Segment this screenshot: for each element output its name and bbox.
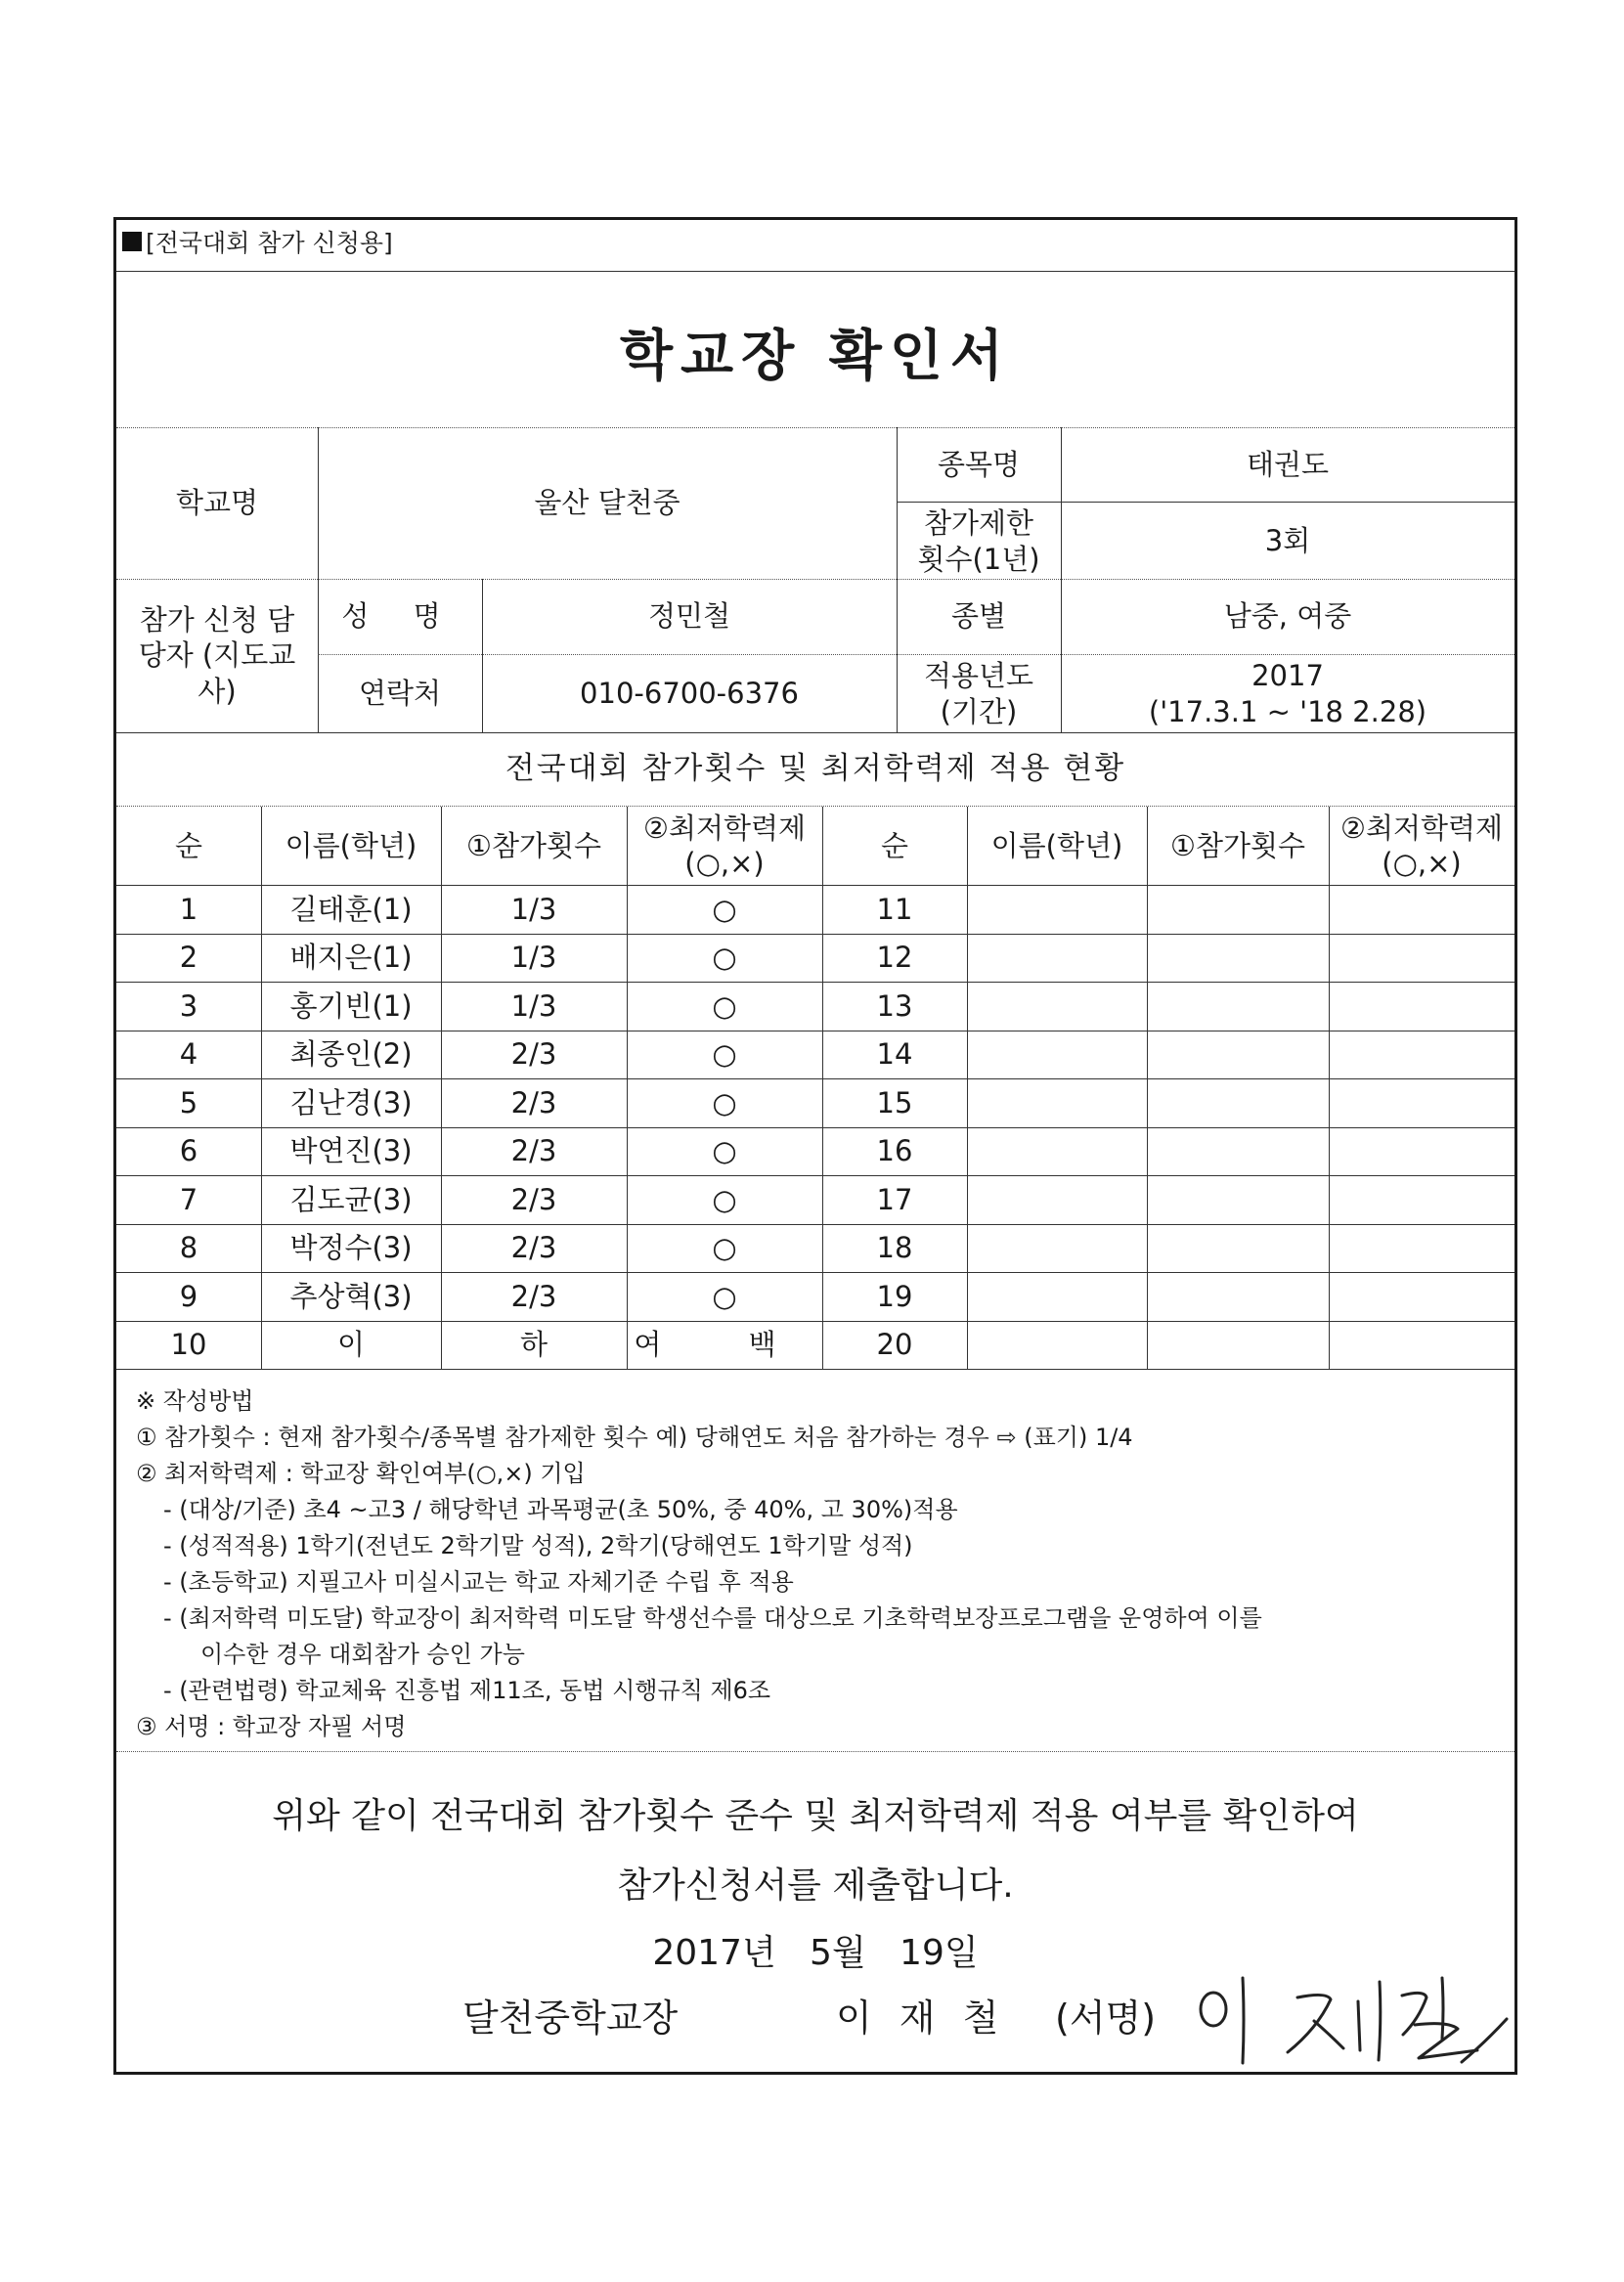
table-header-cell: ①참가횟수 [1169, 828, 1306, 862]
table-cell: ○ [712, 1279, 737, 1313]
note-subitem: - (대상/기준) 초4 ~고3 / 해당학년 과목평균(초 50%, 중 40%, 고 30%)적용 [163, 1496, 958, 1523]
table-cell: 7 [179, 1182, 198, 1216]
table-cell: 2/3 [510, 1085, 557, 1119]
table-cell: 1 [179, 892, 198, 926]
table-cell: 2 [179, 941, 198, 975]
sign-label: (서명) [1055, 1997, 1157, 2040]
table-cell: 13 [876, 988, 913, 1023]
table-cell: ○ [712, 1085, 737, 1119]
table-cell: 19 [876, 1279, 913, 1313]
name-label: 성 명 [341, 599, 459, 634]
table-cell: 2/3 [510, 1231, 557, 1265]
table-cell: 15 [876, 1085, 913, 1119]
form-tag: [전국대회 참가 신청용] [122, 224, 393, 259]
table-cell: 4 [179, 1037, 198, 1072]
gender-label: 종별 [950, 599, 1007, 634]
note-subitem: - (관련법령) 학교체육 진흥법 제11조, 동법 시행규칙 제6조 [163, 1677, 771, 1704]
note-subitem-continued: 이수한 경우 대회참가 승인 가능 [200, 1641, 525, 1668]
section-title: 전국대회 참가횟수 및 최저학력제 적용 현황 [505, 751, 1126, 787]
table-header-cell: ②최저학력제 (○,×) [1339, 811, 1504, 880]
table-cell: 14 [876, 1037, 913, 1072]
limit-value: 3회 [1264, 524, 1311, 558]
phone-value: 010-6700-6376 [580, 677, 799, 711]
principal-name: 이 재 철 [836, 1997, 1007, 2040]
table-cell: ○ [712, 1182, 737, 1216]
table-cell: ○ [712, 892, 737, 926]
table-cell: 최종인(2) [289, 1037, 413, 1072]
contact-group-label: 참가 신청 담당자 (지도교사) [138, 603, 296, 708]
table-cell: 김난경(3) [289, 1085, 413, 1119]
teacher-name: 정민철 [647, 599, 731, 634]
table-cell: 16 [876, 1134, 913, 1168]
table-header-cell: 이름(학년) [285, 828, 417, 862]
table-cell: 박연진(3) [289, 1134, 413, 1168]
table-cell: 2/3 [510, 1279, 557, 1313]
table-cell: ○ [712, 1231, 737, 1265]
table-cell: 20 [876, 1328, 913, 1362]
table-cell: 추상혁(3) [289, 1279, 413, 1313]
table-column-line [967, 807, 968, 1369]
table-cell: 1/3 [510, 988, 557, 1023]
submission-date: 2017년 5월 19일 [652, 1933, 979, 1973]
table-cell: 11 [876, 892, 913, 926]
table-header-cell: 순 [880, 828, 908, 862]
table-row-line [116, 1369, 1514, 1370]
table-cell: ○ [712, 941, 737, 975]
table-cell: 하 [519, 1328, 548, 1362]
table-cell: 2/3 [510, 1182, 557, 1216]
table-cell: 이 [336, 1328, 365, 1362]
gender-value: 남중, 여중 [1223, 599, 1352, 634]
table-cell: 3 [179, 988, 198, 1023]
table-column-line [1329, 807, 1330, 1369]
school-label: 학교명 [175, 486, 259, 520]
black-square-icon [122, 232, 142, 251]
table-cell: 12 [876, 941, 913, 975]
table-cell: 길태훈(1) [289, 892, 413, 926]
table-cell: 5 [179, 1085, 198, 1119]
sport-value: 태권도 [1246, 447, 1330, 481]
table-cell: ○ [712, 988, 737, 1023]
table-cell: 1/3 [510, 892, 557, 926]
table-column-line [1147, 807, 1148, 1369]
principal-title: 달천중학교장 [462, 1997, 679, 2040]
table-header-cell: ②최저학력제 (○,×) [642, 811, 807, 880]
phone-label: 연락처 [358, 677, 442, 711]
note-item: ③ 서명 : 학교장 자필 서명 [136, 1713, 407, 1740]
table-header-cell: 이름(학년) [990, 828, 1123, 862]
table-header-cell: 순 [174, 828, 202, 862]
note-subitem: - (초등학교) 지필고사 미실시교는 학교 자체기준 수립 후 적용 [163, 1568, 794, 1596]
table-cell: 2/3 [510, 1134, 557, 1168]
instructions [136, 1383, 1505, 1745]
table-cell: 김도균(3) [289, 1182, 413, 1216]
table-cell: 여 백 [634, 1328, 815, 1362]
year-label: 적용년도 (기간) [923, 659, 1034, 728]
handwritten-signature [1192, 1970, 1514, 2078]
table-cell: 9 [179, 1279, 198, 1313]
table-cell: 홍기빈(1) [289, 988, 413, 1023]
table-cell: 박정수(3) [289, 1231, 413, 1265]
table-cell: 배지은(1) [289, 941, 413, 975]
table-cell: 2/3 [510, 1037, 557, 1072]
closing-line-1: 위와 같이 전국대회 참가횟수 준수 및 최저학력제 적용 여부를 확인하여 [272, 1796, 1359, 1836]
note-subitem: - (최저학력 미도달) 학교장이 최저학력 미도달 학생선수를 대상으로 기초학력보장프로그램을 운영하여 이를 [163, 1604, 1262, 1632]
table-cell: 6 [179, 1134, 198, 1168]
note-item: ① 참가횟수 : 현재 참가횟수/종목별 참가제한 횟수 예) 당해연도 처음 참가하는 경우 ⇨ (표기) 1/4 [136, 1424, 1133, 1451]
table-cell: 10 [170, 1328, 207, 1362]
sport-label: 종목명 [937, 447, 1021, 481]
school-name: 울산 달천중 [534, 486, 680, 520]
note-item: ② 최저학력제 : 학교장 확인여부(○,×) 기입 [136, 1460, 586, 1487]
period-value: ('17.3.1 ~ '18 2.28) [1148, 694, 1427, 728]
closing-line-2: 참가신청서를 제출합니다. [617, 1865, 1014, 1906]
note-heading: ※ 작성방법 [136, 1387, 254, 1415]
year-cell [1061, 655, 1514, 732]
table-cell: 17 [876, 1182, 913, 1216]
table-cell: ○ [712, 1037, 737, 1072]
note-subitem: - (성적적용) 1학기(전년도 2학기말 성적), 2학기(당해연도 1학기말 성적) [163, 1532, 913, 1559]
year-value: 2017 [1251, 659, 1324, 693]
table-cell: 1/3 [510, 941, 557, 975]
table-cell: 18 [876, 1231, 913, 1265]
table-cell: 8 [179, 1231, 198, 1265]
table-header-cell: ①참가횟수 [465, 828, 602, 862]
confirmation-form [113, 217, 1517, 2075]
table-cell: ○ [712, 1134, 737, 1168]
document-title: 학교장 확인서 [619, 325, 1012, 388]
limit-label: 참가제한횟수(1년) [917, 506, 1040, 576]
